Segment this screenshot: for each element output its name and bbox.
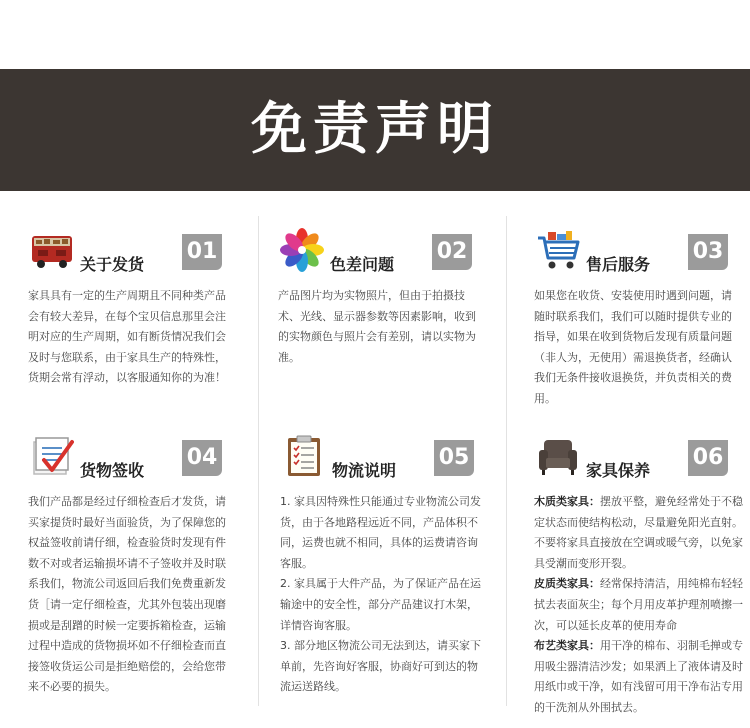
section-text: 经常保持清洁，用纯棉布轻轻拭去表面灰尘；每个月用皮革护理剂喷擦一次，可以延长皮革的使用寿命 [534, 577, 743, 632]
card-text: 如果您在收货、安装使用时遇到问题，请随时联系我们，我们可以随时提供专业的指导，如果在收到货物后发现有质量问题（非人为，无使用）需退换货者，经确认我们无条件接收退换货，并负责相关的费用。 [534, 289, 732, 405]
card-text: 产品图片均为实物照片，但由于拍摄技术、光线、显示器参数等因素影响，收到的实物颜色与照片会有差别，请以实物为准。 [278, 289, 476, 364]
card-delivery [28, 226, 266, 389]
card-title: 售后服务 [586, 255, 651, 274]
card-goods-receipt [28, 432, 266, 698]
checklist-icon [30, 434, 74, 478]
number-badge: 01 [182, 234, 222, 270]
care-section-fabric [534, 636, 744, 718]
header-banner [0, 69, 750, 191]
number-badge: 06 [688, 440, 728, 476]
card-text [280, 492, 486, 698]
card-text [534, 492, 744, 719]
number-badge: 03 [688, 234, 728, 270]
shopping-cart-icon [536, 228, 580, 272]
clipboard-icon [282, 434, 326, 478]
card-logistics [280, 432, 518, 698]
page-title: 免责声明 [251, 97, 499, 162]
color-wheel-icon [280, 228, 324, 272]
logistics-paragraph-1: 1. 家具因特殊性只能通过专业物流公司发货，由于各地路程远近不同，产品体积不同，运费也就不相同，具体的运费请咨询客服。 [280, 495, 481, 570]
card-text: 我们产品都是经过仔细检查后才发货，请买家提货时最好当面验货，为了保障您的权益签收前请仔细，检查验货时发现有件数不对或者运输损坏请不子签收并及时联系我们，物流公司返回后我们免费重新发货［请一定仔细检查，尤其外包装出现磨损或是刮蹭的时候一定要拆箱检查，运输过程中造成的货物损坏如不仔细检查而直接签收货运公司是拒绝赔偿的，会给您带来不必要的损失。 [28, 495, 226, 694]
number-badge: 05 [434, 440, 474, 476]
delivery-truck-icon [30, 228, 74, 272]
card-text: 家具具有一定的生产周期且不同种类产品会有较大差异，在每个宝贝信息那里会注明对应的生产周期，如有断货情况我们会及时与您联系，由于家具生产的特殊性，货期会常有浮动，以客服通知你的为准！ [28, 289, 226, 385]
number-badge: 02 [432, 234, 472, 270]
card-furniture-care [534, 432, 750, 719]
care-section-leather [534, 574, 744, 636]
care-section-wood [534, 492, 744, 574]
logistics-paragraph-2: 2. 家具属于大件产品，为了保证产品在运输途中的安全性，部分产品建议打木架，详情咨询客服。 [280, 577, 481, 632]
logistics-paragraph-3: 3. 部分地区物流公司无法到达，请买家下单前，先咨询好客服，协商好可到达的物流运送路线。 [280, 639, 481, 694]
card-title: 家具保养 [586, 461, 651, 480]
section-heading: 皮质类家具： [534, 577, 600, 591]
card-title: 关于发货 [80, 255, 145, 274]
card-title: 物流说明 [332, 461, 397, 480]
card-title: 色差问题 [330, 255, 395, 274]
card-title: 货物签收 [80, 461, 145, 480]
section-heading: 木质类家具： [534, 495, 600, 508]
section-heading: 布艺类家具： [534, 639, 600, 653]
number-badge: 04 [182, 440, 222, 476]
section-text: 用干净的棉布、羽制毛掸或专用吸尘器清洁沙发；如果洒上了液体请及时用纸巾或干净，如有浅留可用干净布沾专用的干洗剂从外围拭去。 [534, 639, 743, 714]
card-color-difference [278, 226, 516, 368]
card-after-sales [534, 226, 750, 410]
armchair-icon [536, 434, 580, 478]
section-text: 摆放平整，避免经常处于不稳定状态而使结构松动，尽量避免阳光直射。不要将家具直接放在空调或暖气旁，以免家具受潮而变形开裂。 [534, 495, 743, 570]
